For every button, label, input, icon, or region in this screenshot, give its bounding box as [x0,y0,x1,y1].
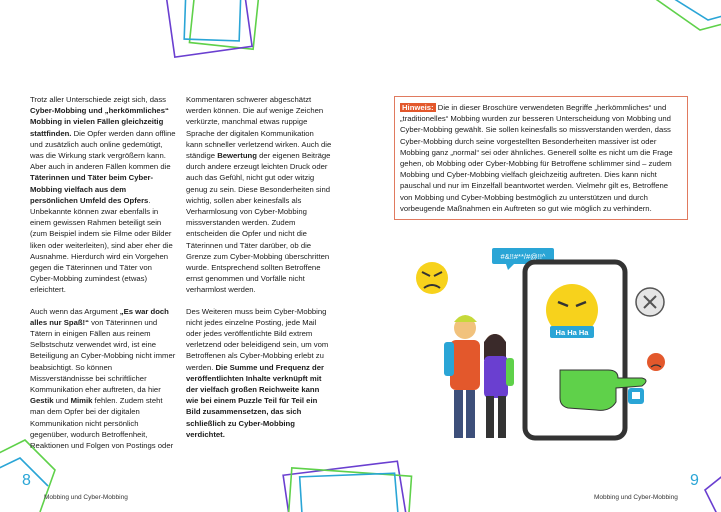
emphasis-text: „Es war doch alles nur Spaß!“ [30,306,169,327]
left-paragraph-1 [30,94,176,296]
body-text: Kommentaren schwerer abgeschätzt werden können. Die auf wenige Zeichen verkürzte, manchmal etwas ruppige Sprache der digitalen Kommunikation kann schneller verletzend wirken. Auch die ständige [186,95,332,161]
right-paragraph-2 [186,306,332,440]
emphasis-text: Täterinnen und Täter beim Cyber-Mobbing vielfach aus dem persönlichen Umfeld des Opfers [30,173,154,205]
emphasis-text: Bewertung [217,151,257,161]
emphasis-text: Cyber-Mobbing und „herkömmliches“ Mobbing in vielen Fällen gleichzeitig stattfinden. [30,106,169,138]
cyber-mobbing-illustration [410,230,710,450]
angry-emoji-icon [416,262,448,294]
body-text: Auch wenn das Argument [30,306,120,316]
body-text: fehlen. Zudem steht man dem Opfer bei der digitalen Kommunikation nicht persönlich gegenüber, wodurch Betroffenheit, Reaktionen und Folgen von Postings oder [30,396,174,451]
block-x-icon [636,288,664,316]
boy-figure [444,315,480,438]
haha-text: Ha Ha Ha [555,328,589,337]
right-footer-title: Mobbing und Cyber-Mobbing [594,494,678,501]
thumbs-down-icon [628,388,644,404]
speech-bubble-text: #&!!#**/#@!!^ [500,252,546,261]
girl-figure [484,334,514,438]
left-text-column [30,94,176,461]
top-right-frame [650,0,721,30]
left-page-number: 8 [22,472,31,489]
right-paragraph-1 [186,94,332,296]
sad-face-icon [647,353,665,371]
body-text: . Unbekannte können zwar ebenfalls in einem gewissen Rahmen beteiligt sein (zum Beispiel indem sie Filme oder Bilder liken oder weiterleiten), sind aber eher die Ausnahme. Hierdurch wird ein Vorgehen gegen die Täterinnen und Täter von Cyber-Mobbing zumindest (etwas) erleichtert. [30,195,173,295]
bottom-right-frame [705,470,721,512]
hint-label: Hinweis: [402,103,434,112]
bottom-frame [283,461,412,512]
hint-box [394,96,688,220]
right-page-number: 9 [690,472,699,489]
left-footer-title: Mobbing und Cyber-Mobbing [44,494,128,501]
body-text: Die Opfer werden dann offline und zusätzlich auch online gedemütigt, was die Wirkung stark vergrößern kann. Aber auch in anderen Fällen kommen die [30,128,176,172]
body-text: von Täterinnen und Tätern in einigen Fällen aus reinem Selbstschutz verwendet wird, ist eine Beteiligung an Cyber-Mobbing nicht immer beabsichtigt. So können Missverständnisse bei schriftlicher Kommunikation eher auftreten, da hier [30,317,176,395]
emphasis-text: Mimik [70,396,93,406]
right-text-column [186,94,332,450]
emphasis-text: Gestik [30,396,54,406]
hint-text: Die in dieser Broschüre verwendeten Begriffe „herkömmliches“ und „traditionelles“ Mobbing wurden zur besseren Unterscheidung von Mobbing und Cyber-Mobbing gewählt. Sie sollen keinesfalls so missverstanden werden, dass Cyber-Mobbing durch seine vorgestellten Besonderheiten massiver ist oder Mobbing ganz „normal“ sei oder ähnliches. Generell sollte es nicht um die Frage gehen, ob Mobbing oder Cyber-Mobbing für Betroffene schlimmer sind – zudem Mobbing und Cyber-Mobbing vielfach gleichzeitig auftreten. Dies kann nicht pauschal und nur im Einzelfall beantwortet werden. Vielmehr gilt es, Betroffene von Mobbing und Cyber-Mobbing bestmöglich zu unterstützen und durch vorbeugende Maßnahmen ein Auftreten so gut wie möglich zu verhindern. [400,103,673,213]
body-text: der eigenen Beiträge durch andere erzeugt leichten Druck oder auch das Gefühl, nicht gut oder witzig genug zu sein. Diese Besonderheiten sind wichtig, sollen aber keinesfalls als Verharmlosung von Cyber-Mobbing missverstanden werden. Zudem entscheiden die Opfer und nicht die Täterinnen und Täter darüber, ob die Grenze zum Cyber-Mobbing überschritten wurde. Entsprechend sollten Betroffene ernst genommen und Vorfälle nicht verharmlost werden. [186,151,331,295]
smartphone-icon [525,262,625,438]
body-text: Trotz aller Unterschiede zeigt sich, dass [30,95,167,104]
body-text: Des Weiteren muss beim Cyber-Mobbing nicht jedes einzelne Posting, jede Mail oder jedes veröffentlichte Bild extrem verletzend oder beleidigend sein, um vom Betroffenen als Cyber-Mobbing erlebt zu werden. [186,306,329,372]
emphasis-text: Die Summe und Frequenz der veröffentlichten Inhalte verknüpft mit der vielfach großen Reichweite kann wie bei einem Puzzle Teil für Teil ein Bild zusammensetzen, das sich schließlich zu Cyber-Mobbing verdichtet. [186,362,324,439]
body-text: und [53,396,71,406]
top-left-frame [166,0,259,57]
left-paragraph-2 [30,306,176,452]
